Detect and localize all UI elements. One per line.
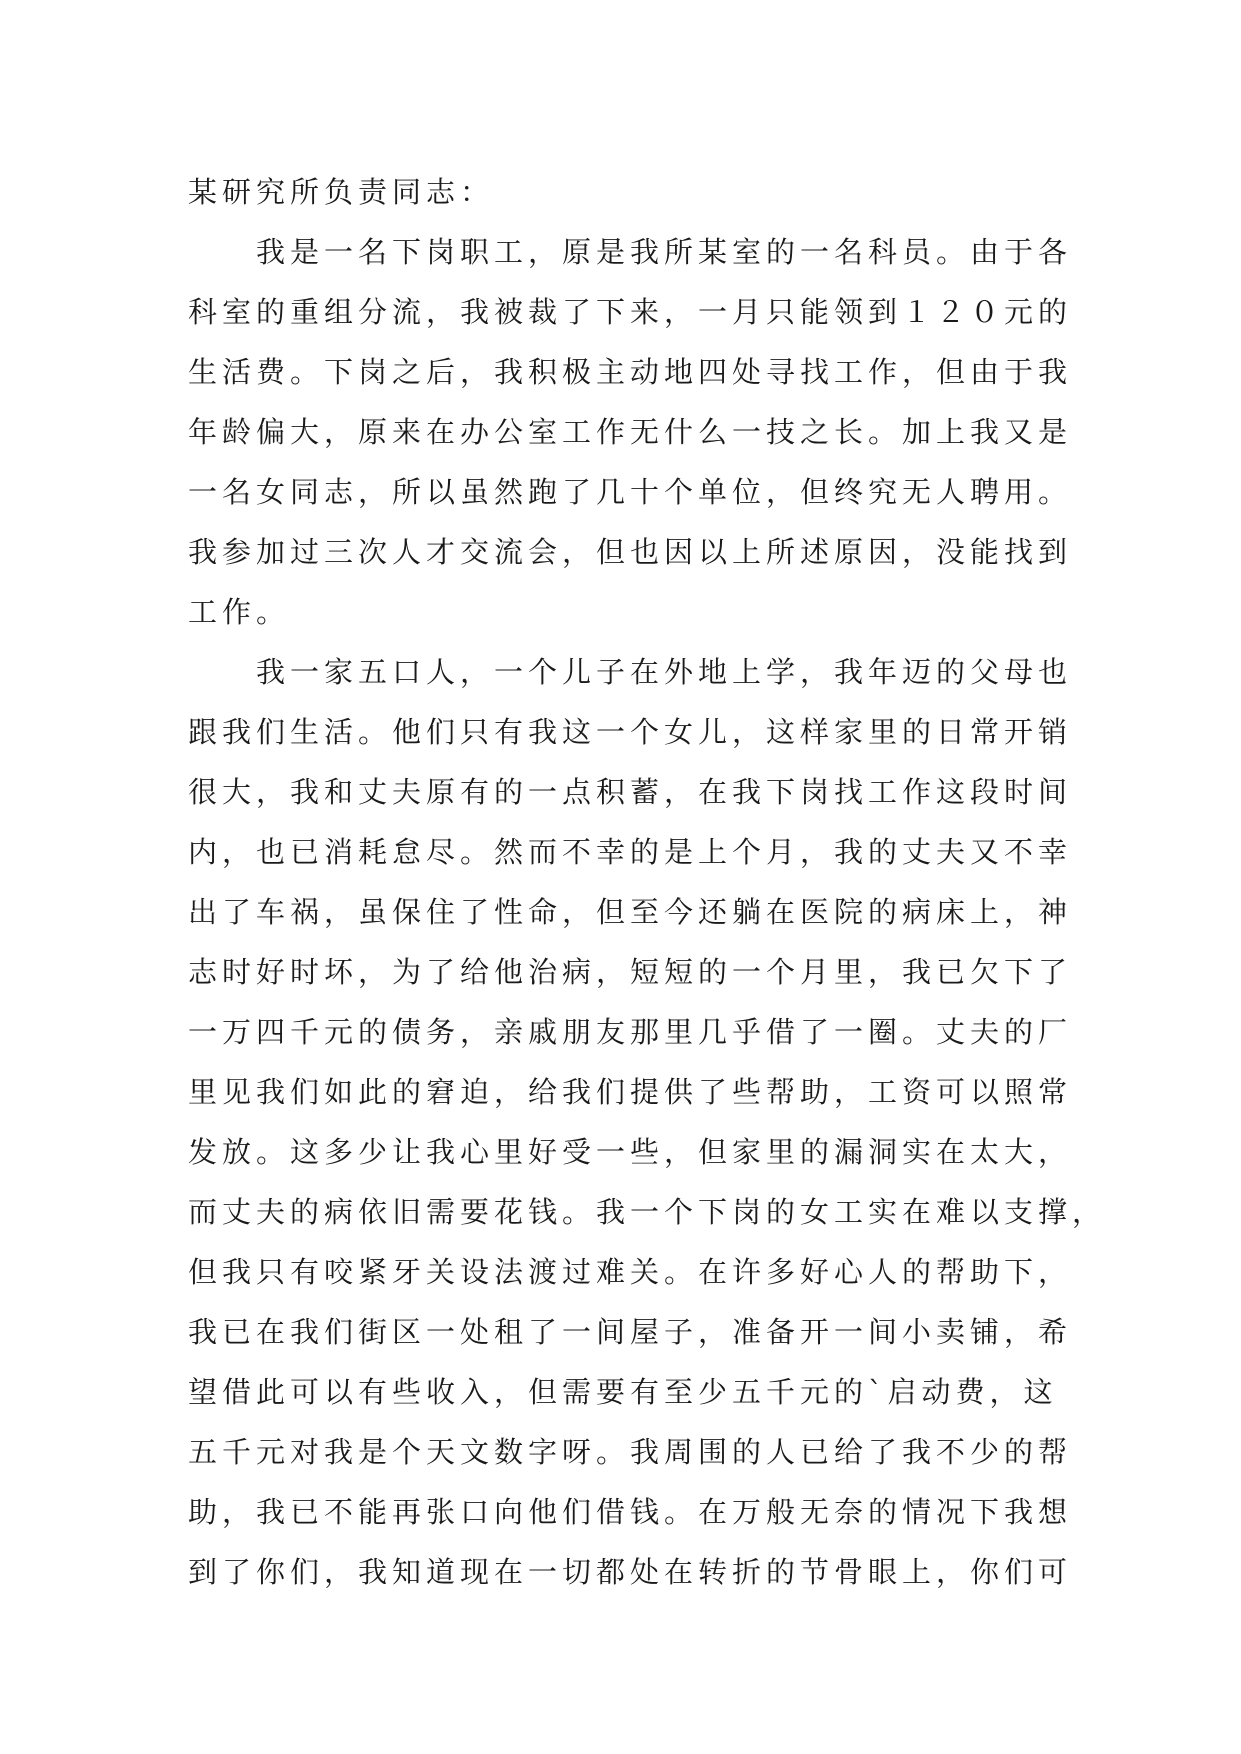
text-line: 望借此可以有些收入，但需要有至少五千元的`启动费，这 xyxy=(188,1375,1058,1409)
text-line: 助，我已不能再张口向他们借钱。在万般无奈的情况下我想 xyxy=(188,1495,1073,1529)
text-line: 我参加过三次人才交流会，但也因以上所述原因，没能找到 xyxy=(188,535,1073,569)
text-line: 生活费。下岗之后，我积极主动地四处寻找工作，但由于我 xyxy=(188,355,1073,389)
text-line: 我是一名下岗职工，原是我所某室的一名科员。由于各 xyxy=(188,235,1073,269)
text-line: 工作。 xyxy=(188,595,291,629)
text-line: 但我只有咬紧牙关设法渡过难关。在许多好心人的帮助下， xyxy=(188,1255,1073,1289)
text-line: 科室的重组分流，我被裁了下来，一月只能领到１２０元的 xyxy=(188,295,1073,329)
text-line: 一名女同志，所以虽然跑了几十个单位，但终究无人聘用。 xyxy=(188,475,1073,509)
text-line: 很大，我和丈夫原有的一点积蓄，在我下岗找工作这段时间 xyxy=(188,775,1073,809)
text-line: 到了你们，我知道现在一切都处在转折的节骨眼上，你们可 xyxy=(188,1555,1073,1589)
text-line: 跟我们生活。他们只有我这一个女儿，这样家里的日常开销 xyxy=(188,715,1073,749)
text-line: 发放。这多少让我心里好受一些，但家里的漏洞实在太大， xyxy=(188,1135,1073,1169)
text-line: 我一家五口人，一个儿子在外地上学，我年迈的父母也 xyxy=(188,655,1073,689)
text-line: 内，也已消耗怠尽。然而不幸的是上个月，我的丈夫又不幸 xyxy=(188,835,1073,869)
text-line: 一万四千元的债务，亲戚朋友那里几乎借了一圈。丈夫的厂 xyxy=(188,1015,1073,1049)
letter-text xyxy=(188,222,1106,1602)
text-line: 我已在我们街区一处租了一间屋子，准备开一间小卖铺，希 xyxy=(188,1315,1073,1349)
text-line: 而丈夫的病依旧需要花钱。我一个下岗的女工实在难以支撑， xyxy=(188,1195,1107,1229)
text-line: 里见我们如此的窘迫，给我们提供了些帮助，工资可以照常 xyxy=(188,1075,1073,1109)
text-line: 出了车祸，虽保住了性命，但至今还躺在医院的病床上，神 xyxy=(188,895,1073,929)
text-line: 志时好时坏，为了给他治病，短短的一个月里，我已欠下了 xyxy=(188,955,1073,989)
salutation: 某研究所负责同志： xyxy=(188,175,495,209)
text-line: 五千元对我是个天文数字呀。我周围的人已给了我不少的帮 xyxy=(188,1435,1073,1469)
text-line: 年龄偏大，原来在办公室工作无什么一技之长。加上我又是 xyxy=(188,415,1073,449)
